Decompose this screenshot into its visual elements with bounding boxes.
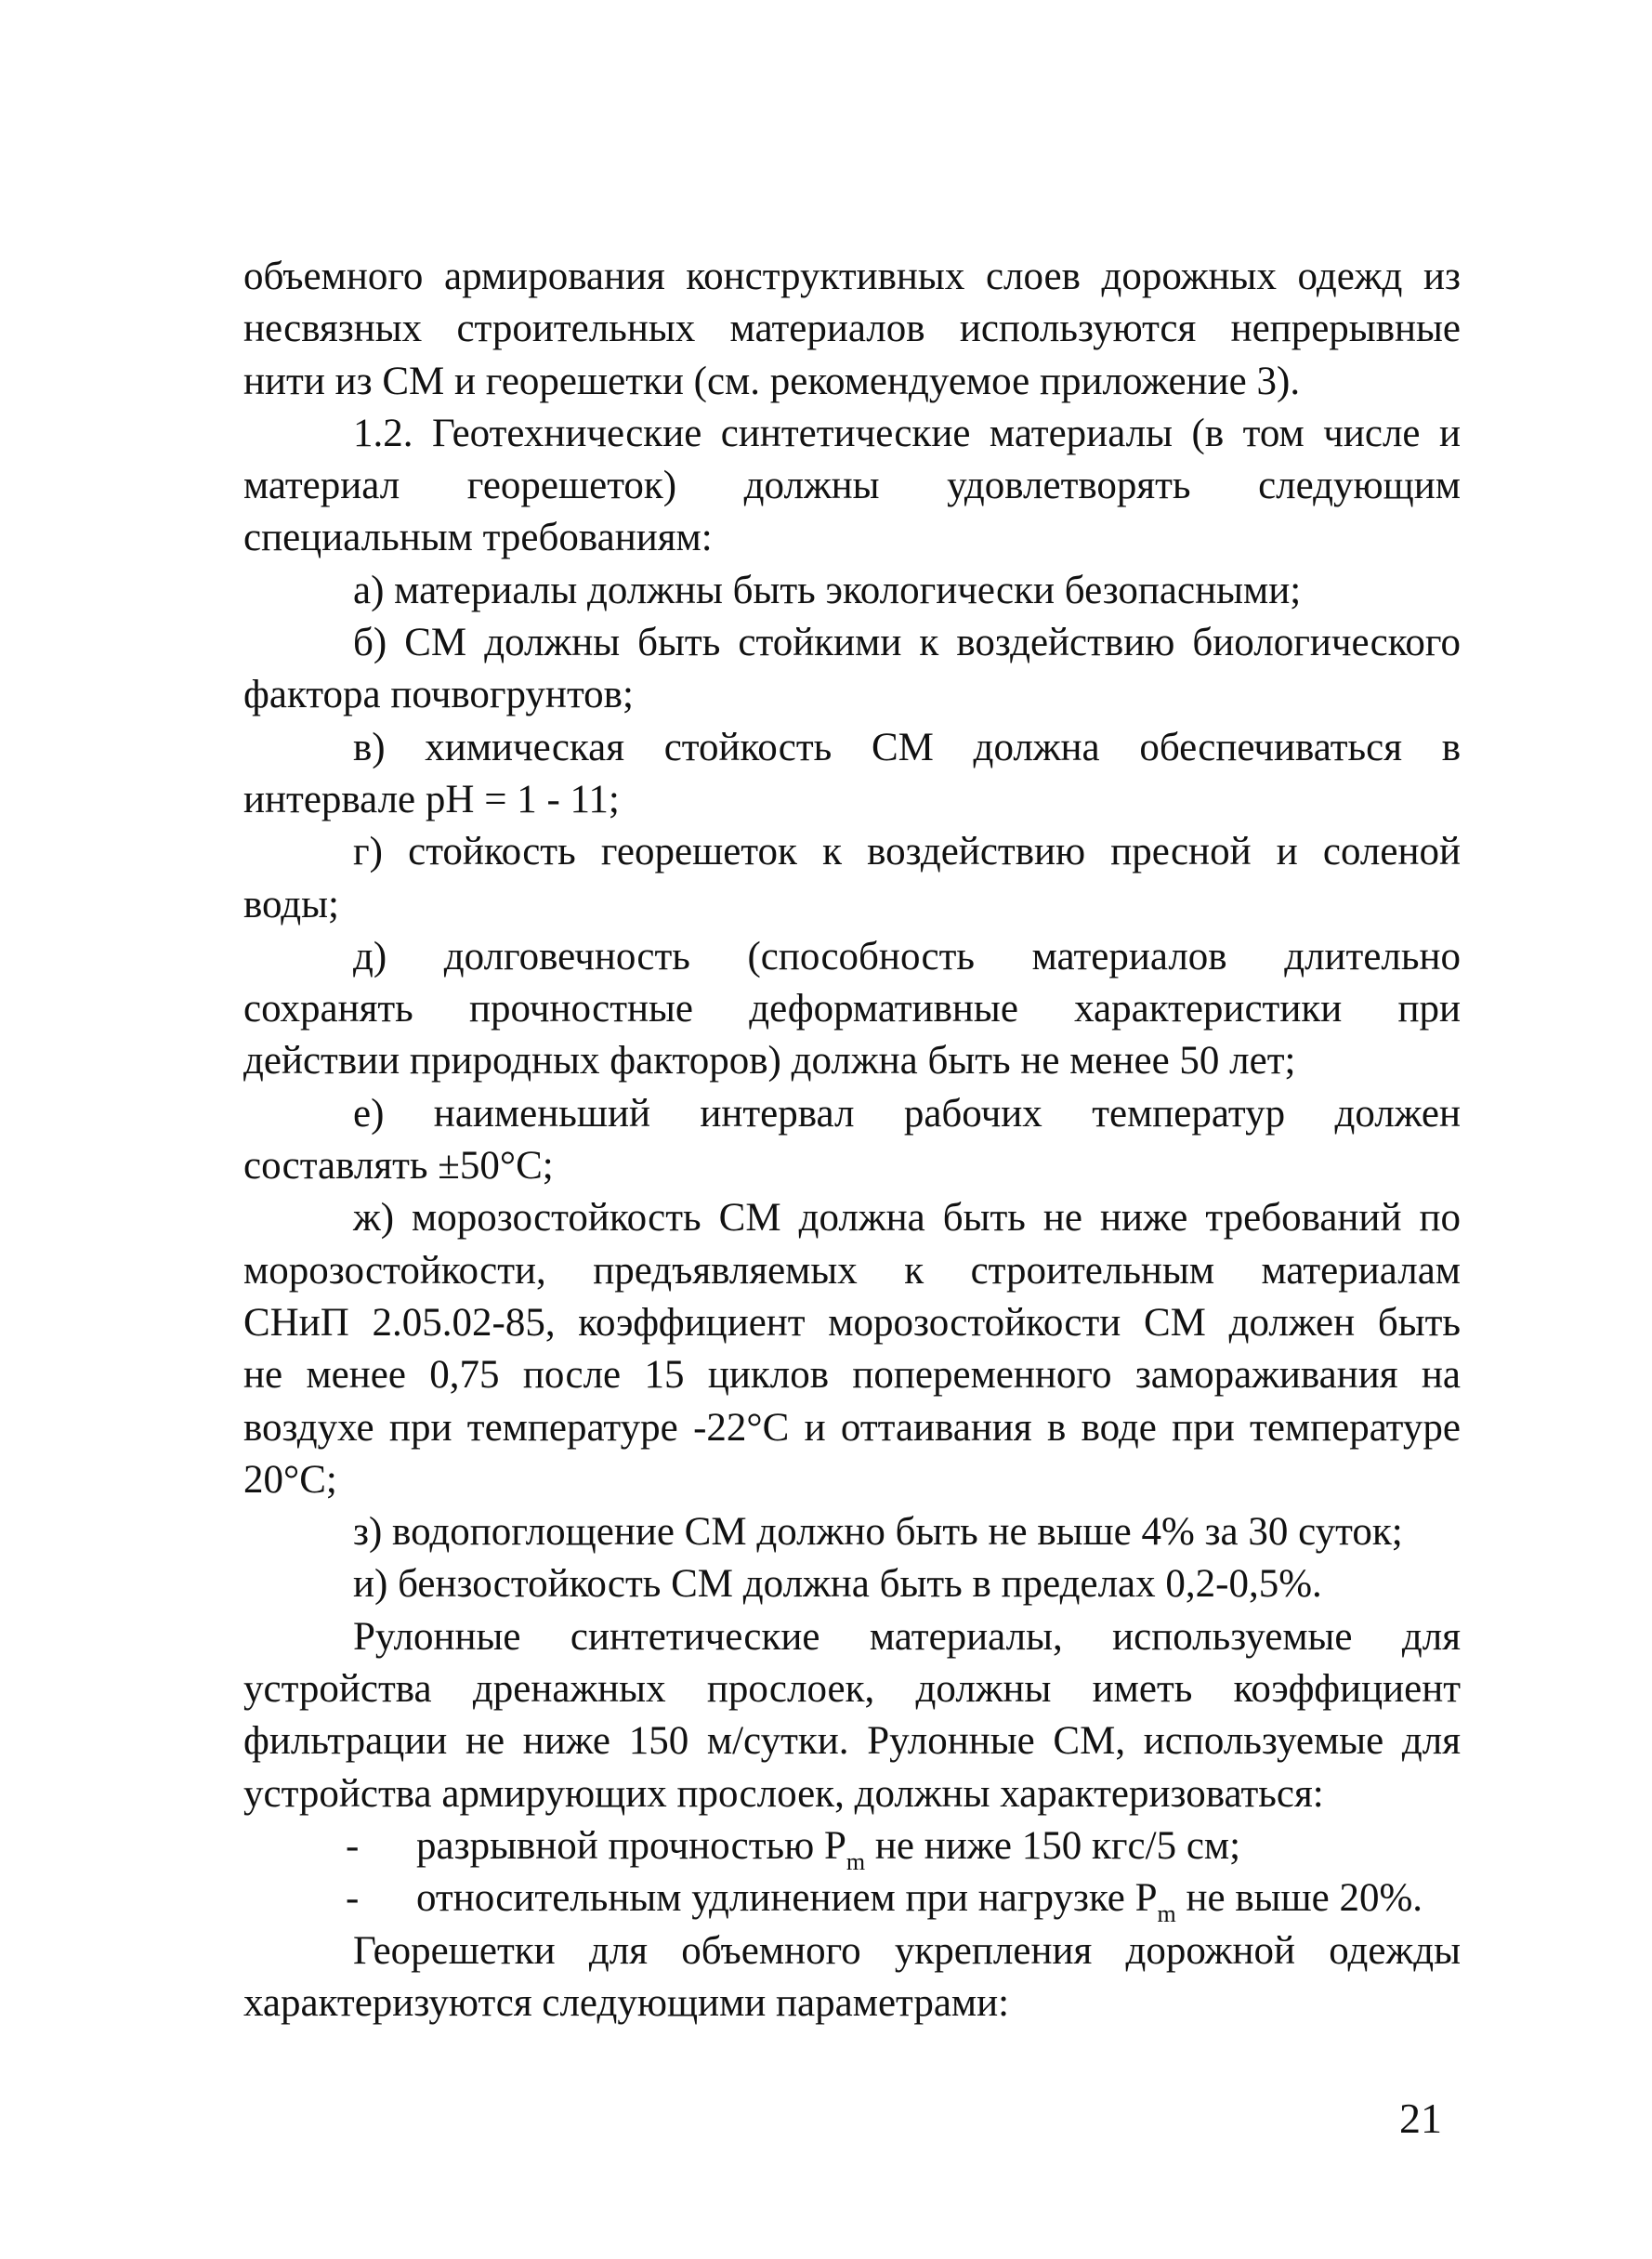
text-line: 1.2. Геотехнические синтетические материалы (в том числе и (353, 411, 1461, 455)
dash-item-text-part: не выше 20%. (1175, 1876, 1423, 1921)
list-item-e: е) наименьший интервал рабочих температур должен (353, 1091, 1461, 1136)
dash-list-item (243, 1820, 1461, 1875)
list-item-v: в) химическая стойкость СМ должна обеспечиваться в (353, 725, 1461, 769)
text-line: действии природных факторов) должна быть не менее 50 лет; (243, 1039, 1296, 1084)
text-line: нити из СМ и георешетки (см. рекомендуемое приложение 3). (243, 359, 1301, 403)
text-line: СНиП 2.05.02-85, коэффициент морозостойкости СМ должен быть (243, 1300, 1461, 1345)
dash-item-text-part: не ниже 150 кгс/5 см; (865, 1823, 1241, 1868)
text-line: сохранять прочностные деформативные характеристики при (243, 987, 1461, 1031)
list-item-z: з) водопоглощение СМ должно быть не выше 4% за 30 суток; (353, 1510, 1403, 1555)
subscript: m (1157, 1900, 1176, 1928)
text-line: фильтрации не ниже 150 м/сутки. Рулонные СМ, используемые для (243, 1719, 1461, 1764)
list-item-b: б) СМ должны быть стойкими к воздействию биологического (353, 621, 1461, 665)
dash-list-item (243, 1872, 1461, 1928)
list-item-g: г) стойкость георешеток к воздействию пресной и соленой (353, 830, 1461, 874)
list-item-d: д) долговечность (способность материалов длительно (353, 934, 1461, 978)
text-line: составлять ±50°С; (243, 1144, 554, 1189)
subscript: m (846, 1847, 866, 1875)
text-line: интервале pH = 1 - 11; (243, 777, 620, 821)
text-line: морозостойкости, предъявляемых к строительным материалам (243, 1248, 1461, 1293)
list-item-i: и) бензостойкость СМ должна быть в пределах 0,2-0,5%. (353, 1562, 1322, 1607)
text-line: устройства дренажных прослоек, должны иметь коэффициент (243, 1667, 1461, 1712)
text-line: специальным требованиям: (243, 516, 713, 560)
dash-item-text-part: разрывной прочностью P (416, 1823, 846, 1868)
text-line: Рулонные синтетические материалы, используемые для (353, 1614, 1461, 1659)
text-line: воздухе при температуре -22°С и оттаивания в воде при температуре (243, 1405, 1461, 1450)
text-line: фактора почвогрунтов; (243, 673, 634, 717)
text-line: характеризуются следующими параметрами: (243, 1980, 1010, 2025)
text-line: устройства армирующих прослоек, должны характеризоваться: (243, 1771, 1324, 1816)
list-item-a: а) материалы должны быть экологически безопасными; (353, 568, 1302, 612)
page-number: 21 (1399, 2095, 1442, 2142)
dash-mark: - (346, 1876, 360, 1921)
text-line: материал георешеток) должны удовлетворять следующим (243, 464, 1461, 508)
dash-mark: - (346, 1823, 360, 1868)
text-line: Георешетки для объемного укрепления дорожной одежды (353, 1928, 1461, 1973)
text-line: объемного армирования конструктивных слоев дорожных одежд из (243, 255, 1461, 298)
dash-item-text (416, 1820, 1461, 1875)
list-item-zh: ж) морозостойкость СМ должна быть не ниже требований по (353, 1196, 1461, 1241)
document-body (243, 251, 1461, 2029)
text-line: не менее 0,75 после 15 циклов попеременного замораживания на (243, 1353, 1461, 1398)
dash-item-text (416, 1872, 1461, 1928)
text-line: несвязных строительных материалов используются непрерывные (243, 307, 1461, 351)
dash-item-text-part: относительным удлинением при нагрузке P (416, 1876, 1158, 1921)
text-line: 20°С; (243, 1457, 337, 1502)
text-line: воды; (243, 882, 339, 926)
